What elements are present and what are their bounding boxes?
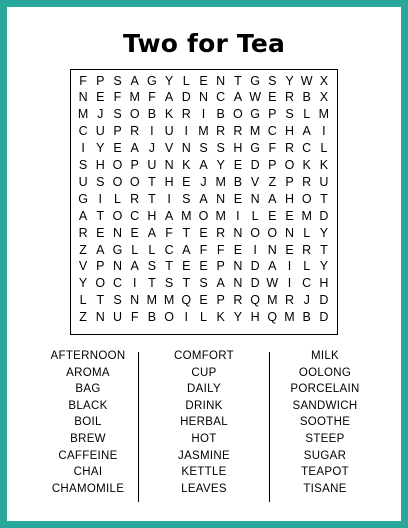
grid-letter[interactable]: P [96,73,105,88]
grid-letter[interactable]: E [233,242,243,257]
grid-letter[interactable]: C [164,242,174,257]
grid-letter[interactable]: C [302,141,312,156]
grid-letter[interactable]: T [320,242,328,257]
grid-letter[interactable]: L [182,73,190,88]
grid-letter[interactable]: I [236,208,240,223]
word-list-item: TEAPOT [301,466,349,479]
grid-letter[interactable]: Y [164,73,174,88]
grid-letter[interactable]: U [78,174,88,189]
grid-letter[interactable]: Y [319,225,329,240]
grid-letter[interactable]: L [303,225,311,240]
grid-letter[interactable]: K [182,158,191,172]
grid-letter[interactable]: P [113,124,122,139]
grid-letter[interactable]: A [130,259,139,274]
grid-letter[interactable]: Y [319,259,329,274]
grid-letter[interactable]: N [233,259,243,274]
grid-letter[interactable]: S [199,141,208,156]
grid-letter[interactable]: H [147,208,157,223]
grid-letter[interactable]: A [96,242,105,257]
word-list-item: HOT [191,432,217,445]
grid-letter[interactable]: Y [285,73,294,88]
grid-letter[interactable]: K [319,158,329,172]
grid-letter[interactable]: T [96,208,105,223]
grid-letter[interactable]: R [216,124,226,139]
grid-letter[interactable]: M [163,293,175,308]
grid-letter[interactable]: T [96,293,105,308]
grid-letter[interactable]: A [78,208,88,223]
word-list-item: AROMA [66,366,110,379]
word-list-item: CUP [191,366,217,379]
grid-letter[interactable]: G [250,107,260,122]
word-list-item: DRINK [185,399,223,412]
grid-letter[interactable]: D [319,208,329,223]
grid-letter[interactable]: F [130,310,139,325]
grid-letter[interactable]: E [268,208,277,223]
grid-letter[interactable]: M [181,208,192,223]
grid-letter[interactable]: X [319,73,329,88]
grid-letter[interactable]: S [164,276,174,291]
grid-row [71,208,337,225]
grid-letter[interactable]: Q [181,293,192,308]
grid-letter[interactable]: C [130,208,140,223]
grid-letter[interactable]: O [250,225,260,240]
grid-letter[interactable]: J [97,107,104,122]
grid-letter[interactable]: W [249,90,261,105]
grid-letter[interactable]: N [112,225,122,240]
grid-letter[interactable]: T [165,259,173,274]
grid-letter[interactable]: O [284,158,295,172]
grid-letter[interactable]: I [81,141,85,156]
grid-letter[interactable]: A [199,158,208,172]
word-list-item: TISANE [303,482,347,495]
grid-letter[interactable]: S [113,293,122,308]
grid-letter[interactable]: P [268,158,277,172]
grid-letter[interactable]: N [130,293,140,308]
grid-letter[interactable]: Y [96,141,105,156]
grid-letter[interactable]: S [147,259,157,274]
grid-letter[interactable]: D [181,90,191,105]
grid-letter[interactable]: A [199,191,208,206]
grid-letter[interactable]: M [146,293,158,308]
grid-letter[interactable]: L [79,293,87,308]
grid-letter[interactable]: K [302,158,311,172]
grid-row [71,292,337,309]
grid-letter[interactable]: W [300,73,313,88]
grid-letter[interactable]: R [233,293,243,308]
grid-letter[interactable]: E [285,242,294,257]
word-list-item: PORCELAIN [290,383,360,396]
word-list-column-3 [260,348,390,497]
word-list-item: OOLONG [298,366,352,379]
grid-letter[interactable]: O [301,191,312,206]
grid-letter[interactable]: I [287,259,292,274]
grid-letter[interactable]: M [198,124,209,139]
grid-row [71,309,337,326]
grid-letter[interactable]: I [287,276,292,291]
word-list-item: AFTERNOON [50,350,126,362]
word-list-item: BAG [75,383,101,396]
grid-letter[interactable]: B [147,107,157,122]
grid-letter[interactable]: T [234,73,242,88]
grid-letter[interactable]: I [184,310,189,325]
grid-letter[interactable]: B [233,174,243,189]
grid-letter[interactable]: A [216,276,225,291]
grid-letter[interactable]: F [199,242,208,257]
grid-letter[interactable]: O [233,107,243,122]
grid-letter[interactable]: E [113,141,122,156]
grid-letter[interactable]: I [201,107,206,122]
grid-letter[interactable]: N [250,191,260,206]
grid-letter[interactable]: R [78,225,88,240]
word-list [7,348,401,508]
grid-letter[interactable]: E [130,225,139,240]
grid-letter[interactable]: G [147,73,157,88]
grid-letter[interactable]: G [78,191,88,206]
grid-letter[interactable]: M [267,293,278,308]
grid-letter[interactable]: L [320,141,328,156]
word-list-item: CHAI [73,466,103,479]
grid-letter[interactable]: P [130,158,139,172]
grid-letter[interactable]: H [233,141,243,156]
grid-letter[interactable]: O [112,158,123,172]
grid-letter[interactable]: S [199,276,208,291]
grid-letter[interactable]: E [199,259,208,274]
grid-letter[interactable]: U [164,124,174,139]
grid-letter[interactable]: P [216,293,225,308]
grid-letter[interactable]: T [182,276,191,291]
word-list-item: HERBAL [180,416,228,429]
grid-letter[interactable]: G [250,73,260,88]
letter-grid[interactable] [70,69,338,335]
grid-letter[interactable]: M [301,208,312,223]
grid-letter[interactable]: N [164,158,174,172]
grid-letter[interactable]: H [164,174,174,189]
grid-letter[interactable]: E [96,225,105,240]
grid-letter[interactable]: R [284,90,294,105]
grid-letter[interactable]: T [148,174,156,189]
grid-letter[interactable]: S [182,191,191,206]
grid-letter[interactable]: B [216,107,225,122]
grid-row [71,242,337,259]
grid-letter[interactable]: A [268,191,277,206]
word-list-item: CHAMOMILE [51,482,125,495]
grid-letter[interactable]: O [112,174,123,189]
grid-letter[interactable]: U [95,124,105,139]
grid-letter[interactable]: H [284,191,294,206]
grid-letter[interactable]: U [112,310,122,325]
word-list-item: KETTLE [181,466,227,479]
grid-letter[interactable]: E [233,191,243,206]
word-list-column-1 [23,348,153,497]
grid-letter[interactable]: S [113,73,122,88]
grid-letter[interactable]: O [112,208,123,223]
grid-letter[interactable]: H [95,158,105,172]
grid-letter[interactable]: E [268,90,277,105]
grid-letter[interactable]: Q [250,293,260,308]
word-list-item: BREW [70,432,106,445]
grid-letter[interactable]: N [284,225,294,240]
grid-letter[interactable]: S [96,174,105,189]
grid-letter[interactable]: S [216,141,225,156]
word-list-item: SANDWICH [292,399,358,412]
grid-letter[interactable]: A [233,90,243,105]
grid-letter[interactable]: S [78,158,88,172]
grid-letter[interactable]: C [78,124,88,139]
grid-letter[interactable]: E [233,158,243,172]
grid-letter[interactable]: V [164,141,174,156]
grid-letter[interactable]: I [150,124,154,139]
grid-letter[interactable]: G [112,242,123,257]
grid-letter[interactable]: E [199,225,208,240]
grid-letter[interactable]: A [130,73,139,88]
grid-letter[interactable]: R [216,225,226,240]
grid-letter[interactable]: J [303,293,310,308]
grid-letter[interactable]: M [318,107,330,122]
grid-letter[interactable]: I [132,276,137,291]
grid-letter[interactable]: E [199,73,208,88]
grid-letter[interactable]: A [268,259,277,274]
word-list-item: JASMINE [178,449,230,462]
grid-letter[interactable]: M [77,107,89,122]
grid-letter[interactable]: V [250,174,260,189]
grid-letter[interactable]: Y [78,276,88,291]
grid-letter[interactable]: R [181,107,191,122]
grid-letter[interactable]: Z [268,174,277,189]
grid-letter[interactable]: I [322,124,326,139]
grid-letter[interactable]: E [285,208,294,223]
grid-letter[interactable]: D [250,276,260,291]
grid-letter[interactable]: P [268,107,277,122]
grid-letter[interactable]: T [148,191,156,206]
grid-letter[interactable]: C [216,90,226,105]
grid-letter[interactable]: N [78,90,88,105]
grid-letter[interactable]: V [78,259,88,274]
grid-letter[interactable]: T [148,276,156,291]
grid-letter[interactable]: N [267,242,277,257]
grid-letter[interactable]: E [96,90,105,105]
word-list-item: BLACK [68,399,108,412]
grid-letter[interactable]: N [112,259,122,274]
grid-letter[interactable]: H [250,310,260,325]
grid-letter[interactable]: F [165,225,173,240]
grid-row [71,258,337,275]
grid-letter[interactable]: F [268,141,277,156]
grid-letter[interactable]: G [250,141,260,156]
grid-letter[interactable]: M [215,208,226,223]
grid-letter[interactable]: N [216,73,226,88]
grid-letter[interactable]: U [319,174,329,189]
grid-letter[interactable]: C [267,124,277,139]
grid-row [71,89,337,106]
grid-letter[interactable]: L [114,191,121,206]
word-list-item: MILK [310,350,340,362]
grid-row [71,275,337,292]
grid-letter[interactable]: D [250,259,260,274]
grid-letter[interactable]: R [284,293,294,308]
grid-letter[interactable]: A [147,225,157,240]
puzzle-title: Two for Tea [122,29,286,58]
grid-letter[interactable]: R [284,141,294,156]
word-list-item: DAILY [187,383,221,396]
grid-row [71,174,337,191]
grid-letter[interactable]: T [182,225,191,240]
grid-letter[interactable]: K [216,310,225,325]
grid-letter[interactable]: F [113,90,122,105]
grid-letter[interactable]: L [200,310,207,325]
grid-letter[interactable]: C [302,276,312,291]
grid-letter[interactable]: C [112,276,122,291]
grid-letter[interactable]: O [164,310,174,325]
grid-letter[interactable]: A [130,141,139,156]
grid-letter[interactable]: N [95,310,105,325]
grid-row [71,123,337,140]
word-list-item: BOIL [74,416,102,429]
word-list-item: STEEP [305,432,345,445]
grid-letter[interactable]: T [320,191,328,206]
grid-letter[interactable]: R [302,242,312,257]
grid-letter[interactable]: W [266,276,279,291]
grid-letter[interactable]: O [129,107,140,122]
grid-letter[interactable]: N [198,90,208,105]
grid-letter[interactable]: A [164,208,174,223]
grid-letter[interactable]: D [319,293,329,308]
grid-letter[interactable]: P [285,174,294,189]
grid-letter[interactable]: L [303,107,311,122]
grid-letter[interactable]: F [148,90,156,105]
grid-row [71,73,337,90]
word-list-column-2 [139,348,269,497]
grid-letter[interactable]: R [302,174,312,189]
grid-letter[interactable]: M [129,90,140,105]
grid-letter[interactable]: R [130,191,140,206]
grid-letter[interactable]: E [182,174,191,189]
grid-letter[interactable]: I [184,124,189,139]
grid-letter[interactable]: L [148,242,156,257]
grid-letter[interactable]: O [198,208,209,223]
grid-letter[interactable]: S [268,73,277,88]
grid-row [71,157,337,174]
grid-letter[interactable]: R [233,124,243,139]
grid-letter[interactable]: H [284,124,294,139]
grid-letter[interactable]: O [95,276,106,291]
grid-letter[interactable]: O [267,225,278,240]
grid-letter[interactable]: Z [79,310,87,325]
grid-letter[interactable]: M [284,310,295,325]
grid-letter[interactable]: I [167,191,171,206]
grid-letter[interactable]: A [164,90,174,105]
grid-letter[interactable]: D [319,310,329,325]
grid-letter[interactable]: K [164,107,174,122]
grid-letter[interactable]: Q [267,310,278,325]
puzzle-sheet [7,7,401,521]
grid-letter[interactable]: E [199,293,208,308]
grid-letter[interactable]: X [319,90,329,105]
grid-letter[interactable]: Y [216,158,225,172]
grid-letter[interactable]: B [147,310,157,325]
grid-row [71,106,337,123]
grid-letter[interactable]: S [285,107,294,122]
grid-letter[interactable]: I [253,242,257,257]
grid-letter[interactable]: F [79,73,87,88]
grid-row [71,140,337,157]
grid-letter[interactable]: D [250,158,260,172]
grid-letter[interactable]: M [215,174,226,189]
grid-letter[interactable]: S [113,107,122,122]
grid-letter[interactable]: A [302,124,311,139]
word-list-item: SOOTHE [299,416,351,429]
grid-letter[interactable]: B [302,90,311,105]
grid-letter[interactable]: P [96,259,105,274]
grid-letter[interactable]: F [216,242,225,257]
grid-letter[interactable]: I [98,191,103,206]
grid-letter[interactable]: H [319,276,329,291]
grid-row [71,225,337,242]
word-list-item: COMFORT [173,350,235,362]
grid-letter[interactable]: A [182,242,191,257]
grid-letter[interactable]: N [216,191,226,206]
grid-letter[interactable]: R [130,124,140,139]
grid-letter[interactable]: L [131,242,139,257]
grid-letter[interactable]: L [251,208,259,223]
grid-letter[interactable]: Z [79,242,87,257]
grid-letter[interactable]: L [303,259,311,274]
grid-letter[interactable]: B [302,310,311,325]
grid-letter[interactable]: U [147,158,157,172]
grid-letter[interactable]: M [249,124,261,139]
grid-letter[interactable]: N [233,225,243,240]
grid-row [71,191,337,208]
grid-letter[interactable]: N [181,141,191,156]
grid-letter[interactable]: J [200,174,207,189]
grid-letter[interactable]: P [216,259,225,274]
word-list-item: SUGAR [303,449,347,462]
grid-letter[interactable]: N [233,276,243,291]
grid-letter[interactable]: E [182,259,191,274]
word-list-item: LEAVES [181,482,227,495]
grid-letter[interactable]: O [129,174,140,189]
word-list-item: CAFFEINE [58,449,118,462]
grid-letter[interactable]: Y [233,310,243,325]
grid-letter[interactable]: J [148,141,156,156]
